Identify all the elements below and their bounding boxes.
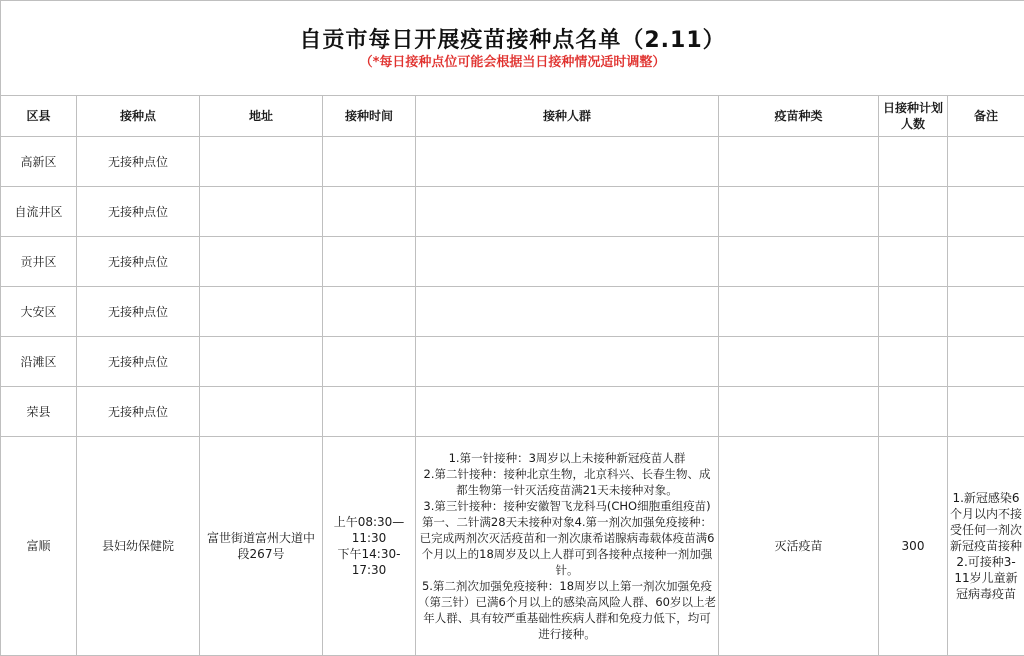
- group-item: 2.第二针接种：接种北京生物，北京科兴、长春生物、成都生物第一针灭活疫苗满21天未接种对象。: [423, 467, 711, 497]
- page-title: 自贡市每日开展疫苗接种点名单（2.11）: [299, 28, 726, 53]
- cell-site: 无接种点位: [77, 387, 200, 437]
- cell-site: 无接种点位: [77, 187, 200, 237]
- time-morning: 上午08:30—11:30: [333, 515, 405, 545]
- note-item: 1.新冠感染6个月以内不接受任何一剂次新冠疫苗接种: [950, 491, 1023, 553]
- table-row: [1, 387, 1024, 437]
- cell-empty: [719, 387, 879, 437]
- cell-empty: [879, 137, 948, 187]
- cell-empty: [879, 387, 948, 437]
- table-row: [1, 237, 1024, 287]
- cell-empty: [879, 187, 948, 237]
- cell-empty: [416, 237, 719, 287]
- cell-empty: [719, 237, 879, 287]
- header-row: [1, 96, 1024, 137]
- cell-empty: [948, 187, 1024, 237]
- cell-district: 贡井区: [1, 237, 77, 287]
- table-row: [1, 137, 1024, 187]
- cell-empty: [948, 337, 1024, 387]
- header-time: 接种时间: [323, 96, 416, 137]
- cell-site: 无接种点位: [77, 237, 200, 287]
- header-site: 接种点: [77, 96, 200, 137]
- cell-empty: [948, 237, 1024, 287]
- cell-site: 无接种点位: [77, 287, 200, 337]
- table-row: [1, 337, 1024, 387]
- cell-empty: [948, 387, 1024, 437]
- cell-empty: [200, 137, 323, 187]
- cell-empty: [416, 287, 719, 337]
- group-item: 5.第二剂次加强免疫接种：18周岁以上第一剂次加强免疫（第三针）已满6个月以上的感染高风险人群、60岁以上老年人群、具有较严重基础性疾病人群和免疫力低下，均可进行接种。: [418, 579, 716, 641]
- cell-empty: [200, 287, 323, 337]
- cell-notes: [948, 437, 1024, 656]
- cell-empty: [719, 337, 879, 387]
- header-groups: 接种人群: [416, 96, 719, 137]
- header-vaccine: 疫苗种类: [719, 96, 879, 137]
- note-item: 2.可接种3-11岁儿童新冠病毒疫苗: [954, 555, 1018, 601]
- cell-district: 荣县: [1, 387, 77, 437]
- cell-empty: [948, 287, 1024, 337]
- cell-empty: [719, 287, 879, 337]
- cell-empty: [200, 337, 323, 387]
- table-row: [1, 187, 1024, 237]
- cell-empty: [948, 137, 1024, 187]
- cell-empty: [879, 237, 948, 287]
- cell-empty: [879, 337, 948, 387]
- time-afternoon: 下午14:30-17:30: [337, 547, 401, 577]
- header-district: 区县: [1, 96, 77, 137]
- cell-daily-plan: 300: [879, 437, 948, 656]
- group-item: 1.第一针接种：3周岁以上未接种新冠疫苗人群: [448, 451, 686, 465]
- cell-groups: [416, 437, 719, 656]
- cell-empty: [323, 237, 416, 287]
- cell-empty: [200, 387, 323, 437]
- cell-vaccine: 灭活疫苗: [719, 437, 879, 656]
- cell-site: 县妇幼保健院: [77, 437, 200, 656]
- cell-empty: [200, 237, 323, 287]
- cell-empty: [323, 337, 416, 387]
- title-cell: [1, 1, 1024, 96]
- table-row-fushun: [1, 437, 1024, 656]
- cell-empty: [323, 387, 416, 437]
- cell-district: 自流井区: [1, 187, 77, 237]
- cell-empty: [323, 187, 416, 237]
- page-subtitle: （*每日接种点位可能会根据当日接种情况适时调整）: [359, 55, 666, 70]
- cell-district: 富顺: [1, 437, 77, 656]
- cell-empty: [416, 137, 719, 187]
- cell-district: 沿滩区: [1, 337, 77, 387]
- cell-empty: [416, 387, 719, 437]
- cell-site: 无接种点位: [77, 137, 200, 187]
- cell-empty: [879, 287, 948, 337]
- cell-district: 高新区: [1, 137, 77, 187]
- cell-address: 富世街道富州大道中段267号: [200, 437, 323, 656]
- cell-empty: [200, 187, 323, 237]
- cell-district: 大安区: [1, 287, 77, 337]
- cell-empty: [323, 137, 416, 187]
- cell-empty: [416, 187, 719, 237]
- cell-empty: [719, 187, 879, 237]
- header-notes: 备注: [948, 96, 1024, 137]
- group-item: 3.第三针接种：接种安徽智飞龙科马(CHO细胞重组疫苗)第一、二针满28天未接种对象4.第一剂次加强免疫接种：已完成两剂次灭活疫苗和一剂次康希诺腺病毒载体疫苗满6个月以上的18周岁及以上人群可到各接种点接种一剂加强针。: [419, 499, 715, 577]
- header-daily-plan: 日接种计划人数: [879, 96, 948, 137]
- cell-empty: [719, 137, 879, 187]
- cell-empty: [416, 337, 719, 387]
- table-row: [1, 287, 1024, 337]
- header-address: 地址: [200, 96, 323, 137]
- cell-site: 无接种点位: [77, 337, 200, 387]
- cell-empty: [323, 287, 416, 337]
- cell-time: [323, 437, 416, 656]
